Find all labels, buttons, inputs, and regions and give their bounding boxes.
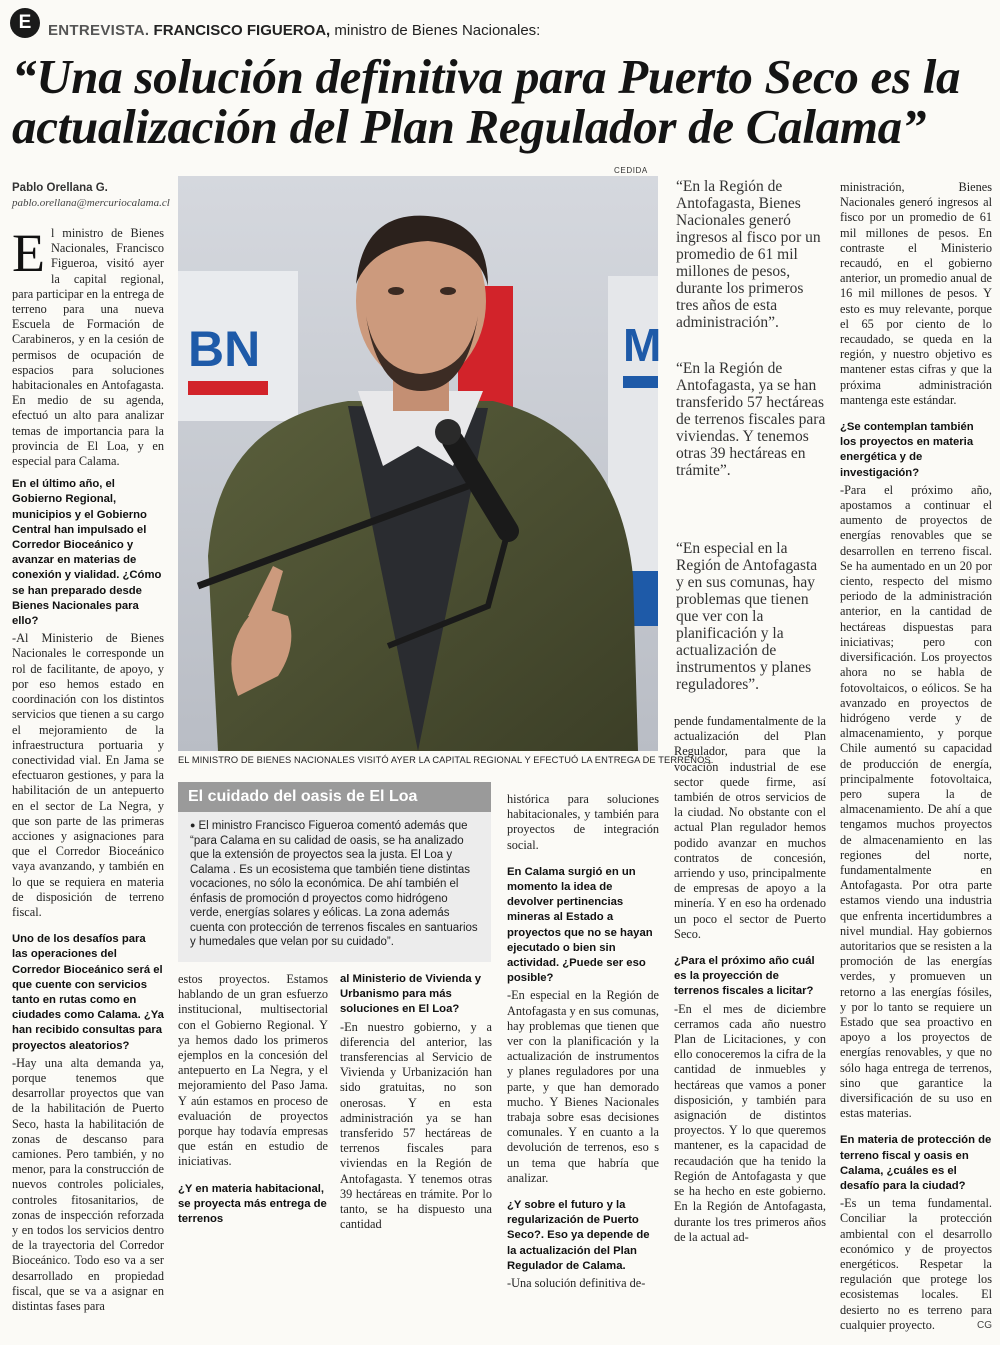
photo-credit: CEDIDA bbox=[614, 166, 648, 175]
question-4: En Calama surgió en un momento la idea de devolver pertinencias mineras al Estado a proyectos que no se hayan ejecutado o bien sin actividad. ¿Puede ser eso posible? bbox=[507, 865, 653, 985]
answer-6-continued: ministración, Bienes Nacionales generó ingresos al fisco por un promedio de 61 mil millones de pesos. En contraste el Ministerio recaudó, en el gobierno anterior, un promedio anual de 16 mil millones de pesos. Y esto es muy relevante, porque el 65 por ciento de lo recaudado, se queda en la región, y nuestro objetivo es mantener estas cifras y que la próxima administración mantenga este estándar. bbox=[840, 180, 992, 407]
column-6 bbox=[840, 180, 992, 1345]
answer-3-continued: histórica para soluciones habitacionales, y también para proyectos de integración social. bbox=[507, 792, 659, 852]
answer-5-continued: pende fundamentalmente de la actualización del Plan Regulador, para que la vocación industrial de ese sector quede firme, así también de otros servicios de la ciudad. No obstante con el actual Plan regulador hemos podido avanzar en muchos contratos de concesión, arriendo y uso, principalmente de empresas de apoyo a la minería. Y en eso ha ordenado un poco el sector de Puerto Seco. bbox=[674, 714, 826, 941]
column-4 bbox=[507, 792, 659, 1303]
section-badge: E bbox=[10, 8, 40, 38]
byline-author: Pablo Orellana G. bbox=[12, 182, 108, 194]
minister-photo-illustration bbox=[178, 176, 662, 751]
question-1: En el último año, el Gobierno Regional, municipios y el Gobierno Central han impulsado el Corredor Bioceánico y avanzar en materias de conexión y vialidad. ¿Cómo se han preparado desde Bienes Nacionales para ello? bbox=[12, 478, 162, 628]
sidebar-text: El ministro Francisco Figueroa comentó además que “para Calama en su calidad de oasis, se ha analizado que la extensión de proyectos sea la justa. El Loa y Calama . Es un ecosistema que también tiene distintas vocaciones, no sólo la económica. De ahí también el énfasis de promoción d proyectos como hidrógeno verde, energías solares y eólicas. La zona además cuenta con protección de terrenos fiscales en santuarios y humedales que velan por su cuidado”. bbox=[190, 820, 478, 948]
column-2 bbox=[178, 972, 328, 1229]
answer-4: -En especial en la Región de Antofagasta y en sus comunas, hay problemas que tienen que ver con la planificación y la actualización de instrumentos y planes reguladores por una parte, y que han demorado mucho. Y Bienes Nacionales trabaja sobre esas decisiones comunales. Y en cuanto a la devolución de terrenos, eso s un tema que habría que analizar. bbox=[507, 988, 659, 1185]
byline-email: pablo.orellana@mercuriocalama.cl bbox=[12, 197, 170, 209]
kicker-label: ENTREVISTA. bbox=[48, 22, 150, 39]
kicker bbox=[48, 22, 540, 39]
answer-2-continued: estos proyectos. Estamos hablando de un gran esfuerzo institucional, multisectorial con el Gobierno Regional. Y ya hemos dado los primeros ejemplos en la concesión del antepuerto en La Negra, y el mejoramiento del Paso Jama. Y aún estamos en proceso de evaluación de proyectos porque hay todavía empresas que están en estudio de iniciativas. bbox=[178, 972, 328, 1169]
bullet-icon: ● bbox=[190, 820, 196, 830]
headline: “Una solución definitiva para Puerto Seco es la actualización del Plan Regulador de Calama” bbox=[12, 49, 961, 154]
answer-7: -Para el próximo año, apostamos a continuar el aumento de proyectos de energías renovables que se desarrollen en terreno fiscal. Se ha aumentado en un 20 por ciento, respecto del mismo periodo de la administración anterior, en la cantidad de hectáreas dispuestas para iniciativas; pero con diversificación. Los proyectos ahora no se habla de fotovoltaicos, o eólicos. Se ha avanzado en proyectos de hidrógeno verde y de almacenamiento, y porque Chile aumentó su capacidad de producción de energía, principalmente fotovoltaica, pero supera la de almacenamiento. De ahí a que tengamos muchos proyectos de almacenamiento en las regiones del norte, fundamentalmente en Antofagasta. Por otra parte estamos viendo una industria que enfrenta incertidumbres a nivel mundial. Hay gobiernos autoritarios que se resisten a la promoción de las energías verdes, y promueven un retorno a las energías fósiles, y por lo tanto se requiere un Estado que sea proactivo en apoyo a los proyectos de energías renovables, y que no sólo haga entrega de terrenos, sino que garantice la diversificación de su uso en estas materias. bbox=[840, 482, 992, 1121]
pull-quote-1: “En la Región de Antofagasta, Bienes Nacionales generó ingresos al fisco por un promedio de 61 mil millones de pesos, durante los primeros tres años de esta administración”. bbox=[676, 178, 821, 331]
sidebar-title: El cuidado del oasis de El Loa bbox=[178, 782, 491, 812]
column-1 bbox=[12, 223, 164, 1326]
question-2: Uno de los desafíos para las operaciones del Corredor Bioceánico será el que cuente con servicios tanto en rutas como en ciudades como Calama. ¿Ya han recibido consultas para proyectos aleatorios? bbox=[12, 933, 164, 1052]
question-3-continued: al Ministerio de Vivienda y Urbanismo para más soluciones en El Loa? bbox=[340, 973, 482, 1016]
backdrop-text-left: BN bbox=[188, 321, 261, 377]
question-3: ¿Y en materia habitacional, se proyecta más entrega de terrenos bbox=[178, 1182, 327, 1226]
kicker-name: FRANCISCO FIGUEROA, bbox=[153, 22, 331, 39]
question-6: ¿Para el próximo año cuál es la proyección de terrenos fiscales a licitar? bbox=[674, 955, 815, 998]
column-5 bbox=[674, 714, 826, 1257]
question-7: ¿Se contemplan también los proyectos en materia energética y de investigación? bbox=[840, 421, 974, 479]
minister-photo bbox=[178, 176, 662, 751]
answer-1: -Al Ministerio de Bienes Nacionales le corresponde un rol de facilitante, de apoyo, y por eso hemos estado en coordinación con los distintos servicios que tienen a su cargo el mejoramiento de la infraestructura portuaria y conectividad vial. En Jama se efectuaron gestiones, y para la habilitación de un antepuerto en el sector de La Negra, y que son parte de las primeras acciones y asignaciones para que el Corredor Bioceánico vaya avanzando, y también en lo que se requiera en materia de disposición de terreno fiscal. bbox=[12, 631, 164, 919]
answer-3: -En nuestro gobierno, y a diferencia del anterior, las transferencias al Servicio de Vivienda y Urbanización han sido gratuitas, no son onerosas. Y en esta administración ya se han transferido 57 hectáreas de terrenos fiscales para viviendas en la Región de Antofagasta. Y tenemos otras 39 hectáreas en trámite. Por lo tanto, se ha dispuesto una cantidad bbox=[340, 1019, 492, 1232]
drop-cap: E bbox=[12, 223, 45, 283]
answer-5: -Una solución definitiva de- bbox=[507, 1276, 646, 1291]
sidebar-box bbox=[178, 812, 491, 962]
pull-quote-2: “En la Región de Antofagasta, ya se han transferido 57 hectáreas de terrenos fiscales para viviendas. Y tenemos otras 39 hectáreas en trámite”. bbox=[676, 360, 826, 479]
answer-6: -En el mes de diciembre cerramos cada año nuestro Plan de Licitaciones, y con ello conoceremos la cifra de la cantidad de inmuebles y hectáreas que vamos a poner disposición, y también para asignación de distintos proyectos. Y lo que queremos mantener, es la capacidad de recaudación que ha tenido la Región de Antofagasta y que se ha hecho en este gobierno. En la Región de Antofagasta, durante los tres primeros años de la actual ad- bbox=[674, 1001, 826, 1244]
photo-caption: EL MINISTRO DE BIENES NACIONALES VISITÓ AYER LA CAPITAL REGIONAL Y EFECTUÓ LA ENTREGA DE TERRENOS. bbox=[178, 755, 714, 765]
answer-2: -Hay una alta demanda ya, porque tenemos que desarrollar proyectos que van de la habilitación de Puerto Seco, hasta la habilitación de zonas de descanso para camiones. Pero también, y no menor, para la construcción de nuevos controles policiales, controles fitosanitarios, de zonas de inspección reforzada y en todos los servicios dentro de la trayectoria del Corredor Bioceánico. Todo eso va a ser desarrollado en propiedad fiscal, que se va a asignar en distintas fases para bbox=[12, 1055, 164, 1314]
lead-paragraph: El ministro de Bienes Nacionales, Francisco Figueroa, visitó ayer la capital regional, para participar en la entrega de terreno para una nueva Escuela de Formación de Carabineros, y en la cesión de permisos de ocupación de espacios para soluciones habitacionales en Antofagasta. En medio de su agenda, efectuó un alto para analizar temas de importancia para la provincia de El Loa, y en especial para Calama. bbox=[12, 223, 164, 469]
question-5: ¿Y sobre el futuro y la regularización de Puerto Seco?. Eso ya depende de la actualización del Plan Regulador de Calama. bbox=[507, 1199, 650, 1272]
question-8: En materia de protección de terreno fiscal y oasis en Calama, ¿cuáles es el desafío para la ciudad? bbox=[840, 1134, 992, 1192]
column-3 bbox=[340, 972, 492, 1244]
answer-8: -Es un tema fundamental. Conciliar la protección ambiental con el desarrollo económico y de proyectos energéticos. Respetar la regulación que protege los ecosistemas locales. El desierto no es terreno para cualquier proyecto. CG bbox=[840, 1196, 992, 1332]
pull-quote-3: “En especial en la Región de Antofagasta y en sus comunas, hay problemas que tienen que ver con la planificación y la actualización de instrumentos y planes reguladores”. bbox=[676, 540, 818, 693]
end-mark: CG bbox=[977, 1319, 992, 1331]
kicker-role: ministro de Bienes Nacionales: bbox=[334, 22, 541, 39]
backdrop-text-right: M bbox=[623, 319, 662, 371]
